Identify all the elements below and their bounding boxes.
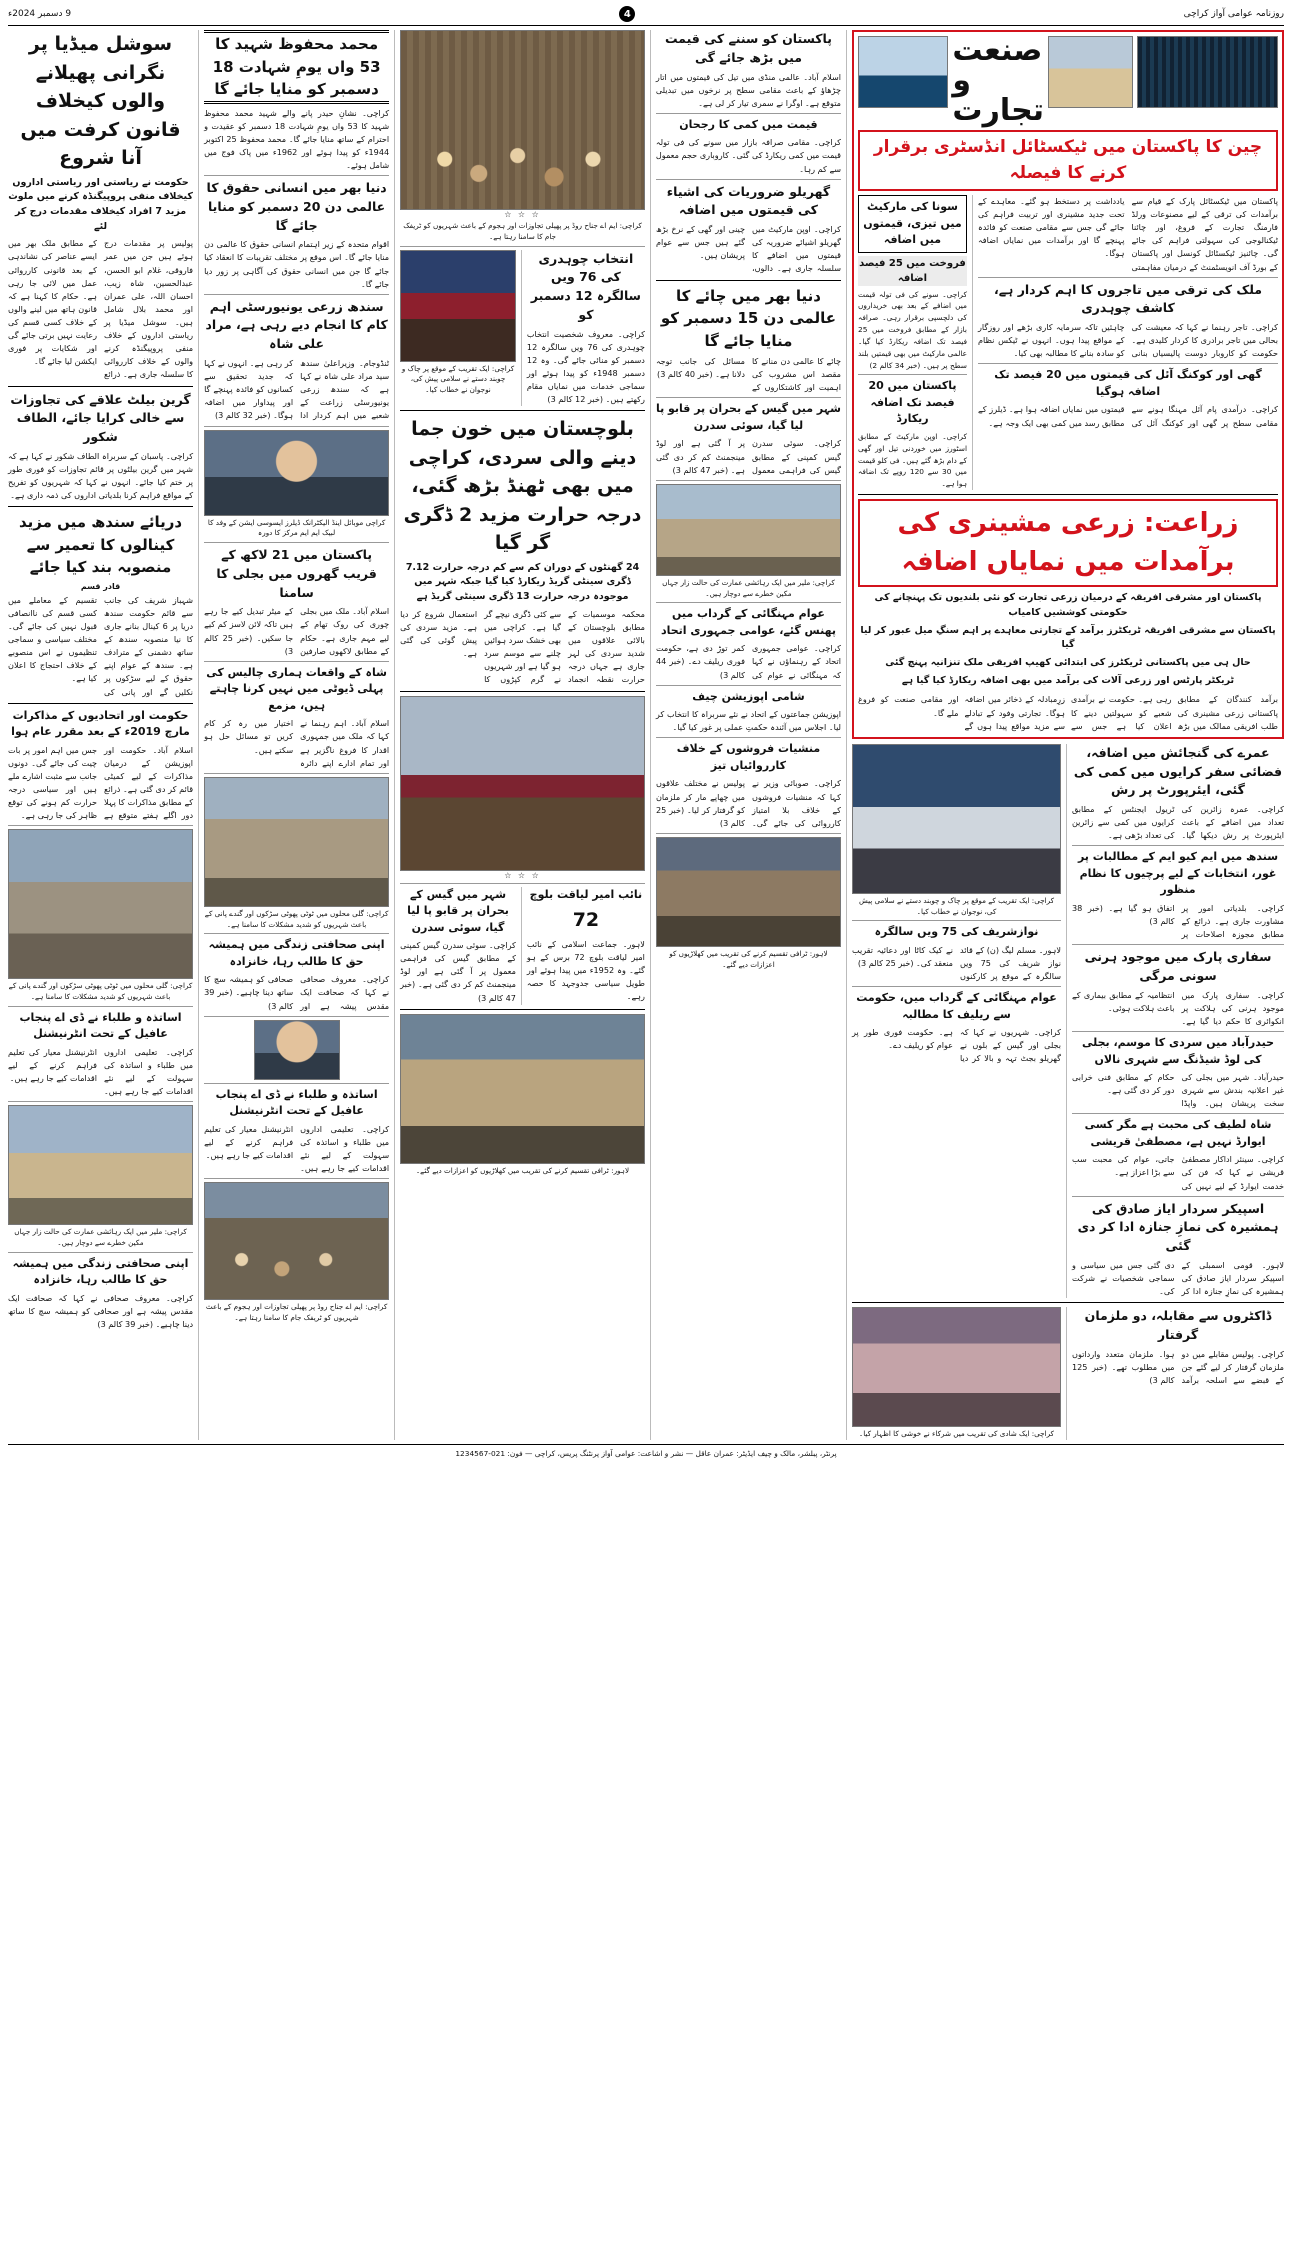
stock-trading-photo (1137, 36, 1278, 108)
speaker-sister-headline: اسپیکر سردار ایاز صادق کی ہمشیرہ کی نمازِ جنازہ ادا کر دی گئی (1077, 1200, 1279, 1254)
shami-headline: شامی اپوزیشن چیف (692, 689, 805, 703)
cold-wave-headline: بلوچستان میں خون جما دینے والی سردی، کراچی میں بھی ٹھنڈ بڑھ گئی، درجہ حرارت مزید 2 ڈگری گر گیا (403, 418, 642, 555)
cold-wave-body: محکمہ موسمیات کے مطابق بلوچستان کے بالائی علاقوں میں شدید سردی کی لہر جاری ہے جہاں درجہ حرارت نقطہ انجماد سے کئی ڈگری نیچے گر گیا ہے۔ کراچی میں بھی خشک سرد ہوائیں چلنے سے موسم سرد ہو گیا ہے اور شہریوں نے گرم کپڑوں کا استعمال شروع کر دیا ہے۔ مزید سردی کی پیش گوئی کی گئی ہے۔ (400, 608, 645, 685)
nawaz-birthday-headline: نوازشریف کی 75 ویں سالگرہ (874, 925, 1039, 939)
journalism-note-body: کراچی۔ معروف صحافی نے کہا کہ صحافت ایک مقدس پیشہ ہے اور صحافی کو ہمیشہ سچ کا ساتھ دینا چاہیے۔ (خبر 39 کالم 3) (7, 1292, 194, 1330)
social-media-law-body: پولیس پر مقدمات درج ہوئے ہیں جن میں عمر فاروقی، غلام ابو الحسن، عبدالحسین، شاہ زیب، احسان اللہ، علی عمران اور محمد بلال شامل ہیں۔ سوشل میڈیا پر ریاستی اداروں کے خلاف منفی پروپیگنڈہ کرنے والوں کے خلاف کارروائی کا سلسلہ جاری ہے۔ ذرائع کے مطابق ملک بھر میں ایسے عناصر کی نشاندہی کے بعد قانونی کارروائی عمل میں لائی جا رہی ہے۔ حکام کا کہنا ہے کہ قانون ہاتھ میں لینے والوں کے خلاف کسی قسم کی رعایت نہیں برتی جائے گی اور شکایات پر فوری ایکشن لیا جائے گا۔ (8, 238, 194, 380)
safari-park-body: کراچی۔ سفاری پارک میں موجود ہرنی کی ہلاکت پر انکوائری کا حکم دیا گیا ہے۔ انتظامیہ کے مطابق بیماری کے باعث ہلاکت ہوئی۔ (1072, 989, 1284, 1026)
oil-price-body: اسلام آباد۔ عالمی منڈی میں تیل کی قیمتوں میں اتار چڑھاؤ کے باعث مقامی سطح پر نرخوں میں تبدیلی متوقع ہے۔ اوگرا نے سمری تیار کر لی ہے۔ (655, 71, 841, 108)
agriculture-big-headline: زراعت: زرعی مشینری کی برآمدات میں نمایاں اضافہ (897, 508, 1239, 578)
trophy-award-photo (400, 1014, 645, 1164)
sindh-agri-univ-headline: سندھ زرعی یونیورسٹی اہم کام کا انجام دیے رہی ہے، مراد علی شاہ (205, 298, 388, 352)
guard-salute-photo (400, 696, 645, 871)
city-building-caption: کراچی: ملیر میں ایک رہائشی عمارت کی حالت زار جہاں مکین خطرے سے دوچار ہیں۔ (14, 1227, 187, 1248)
person-portrait-photo (254, 1020, 340, 1080)
star-divider-2: ☆ ☆ ☆ (504, 870, 541, 880)
street-condition-caption: کراچی: گلی محلوں میں ٹوٹی پھوٹی سڑکوں اور گندے پانی کے باعث شہریوں کو شدید مشکلات کا سامنا ہے۔ (204, 908, 389, 929)
mqm-headline: سندھ میں ایم کیو ایم کے مطالبات پر غور، انتخابات کے لیے پرچیوں کا نظام منظور (1077, 850, 1279, 897)
liaqat-baloch-age: 72 (572, 909, 600, 932)
inflation-headline: عوام مہنگائی کے گرداب میں، حکومت سے ریلیف کا مطالبہ (856, 991, 1057, 1021)
encounter-headline: ڈاکٹروں سے مقابلہ، دو ملزمان گرفتار (1084, 1308, 1272, 1342)
oil-price-headline: پاکستان کو سننے کی قیمت میں بڑھ جائے گی (664, 31, 832, 65)
business-header (858, 33, 1278, 128)
household-prices-body: کراچی۔ اوپن مارکیٹ میں گھریلو اشیائے ضروریہ کی قیمتوں میں اضافے کا سلسلہ جاری ہے۔ دالوں، چینی اور گھی کے نرخ بڑھ گئے ہیں جس سے عوام پریشان ہیں۔ (655, 224, 841, 274)
gold-trend-body: کراچی۔ مقامی صرافہ بازار میں سونے کی فی تولہ قیمت میں کمی ریکارڈ کی گئی۔ کاروباری حجم معمول سے کم رہا۔ (655, 137, 841, 174)
cargo-ship-photo (858, 36, 948, 108)
electricity-households-body: اسلام آباد۔ ملک میں بجلی چوری کی روک تھام کے لیے مہم جاری ہے۔ حکام کے مطابق لاکھوں صارفین کے میٹر تبدیل کیے جا رہے ہیں تاکہ لائن لاسز کم کیے جا سکیں۔ (خبر 25 کالم 3) (204, 606, 390, 656)
mqm-body: کراچی۔ بلدیاتی امور پر مشاورت جاری ہے۔ ذرائع کے مطابق مجوزہ اصلاحات پر اتفاق ہو گیا ہے۔ (خبر 38 کالم 3) (1072, 902, 1284, 940)
business-item2-headline: پاکستان میں 20 فیصد تک اضافہ ریکارڈ (868, 379, 957, 426)
education-reform-headline: اساتذہ و طلباء نے ڈی اے پنجاب عافیل کے تحت انٹرنیشنل (19, 1010, 182, 1041)
human-rights-day-body: اقوام متحدہ کے زیر اہتمام انسانی حقوق کا عالمی دن منایا جائے گا۔ اس موقع پر مختلف تقریبات کا انعقاد کیا جائے گا جن میں انسانی حقوق کی آگاہی پر زور دیا جائے گا۔ (204, 239, 390, 289)
human-rights-day-headline: دنیا بھر میں انسانی حقوق کا عالمی دن 20 دسمبر کو منایا جائے گا (206, 180, 387, 233)
business-item2-body: کراچی۔ اوپن مارکیٹ کے مطابق اسٹورز میں خوردنی تیل اور گھی کے دام بڑھ گئے ہیں۔ فی کلو قیمت میں 30 سے 120 روپے تک اضافہ ہوا ہے۔ (858, 431, 967, 489)
govt-talks-body: اسلام آباد۔ حکومت اور اپوزیشن کے درمیان مذاکرات کے لیے کمیٹی قائم کر دی گئی ہے۔ ذرائع کے مطابق مذاکرات کا پہلا دور اگلے ہفتے متوقع ہے جس میں اہم امور پر بات چیت کی جائے گی۔ دونوں جانب سے مثبت اشارے ملے ہیں اور سیاسی درجہ حرارت کم ہونے کی توقع ظاہر کی جا رہی ہے۔ (8, 744, 194, 821)
gas-crisis-headline: شہر میں گیس کے بحران پر قابو پا لیا گیا، سوئی سدرن (655, 402, 841, 432)
journalist-statement-headline: اپنی صحافتی زندگی میں ہمیشہ حق کا طالب رہا، خانزادہ (208, 938, 385, 968)
gold-sub: فروخت میں 25 فیصد اضافہ (859, 257, 966, 284)
bottom-extras-row (852, 1307, 1284, 1440)
hyderabad-loadshedding-body: حیدرآباد۔ شہر میں بجلی کی غیر اعلانیہ بندش سے شہری سخت پریشان ہیں۔ واپڈا حکام کے مطابق فنی خرابی دور کر دی گئی ہے۔ (1072, 1072, 1284, 1109)
business-upper-row (858, 195, 1278, 490)
agriculture-body: برآمد کنندگان کے مطابق پاکستانی زرعی مشینری کی طلب افریقی ممالک میں بڑھ رہی ہے۔ حکومت نے برآمدی شعبے کو سہولتیں دینے کا اعلان کیا ہے جس سے زرِمبادلہ کے ذخائر میں اضافہ ہوگا۔ تجارتی وفود کے تبادلے سے مزید مواقع پیدا ہوں گے اور مقامی صنعت کو فروغ ملے گا۔ (858, 694, 1278, 731)
gas-crisis-body: کراچی۔ سوئی سدرن گیس کمپنی کے مطابق گیس کی فراہمی معمول پر آ گئی ہے اور لوڈ مینجمنٹ کم کر دی گئی ہے۔ (خبر 47 کالم 3) (655, 438, 841, 475)
govt-talks-headline: حکومت اور اتحادیوں کے مذاکرات مارچ 2019ء کے بعد مقرر عام ہوا (11, 708, 190, 739)
gold-trend-headline: قیمت میں کمی کا رجحان (679, 117, 818, 131)
teachers-students-headline: اساتذہ و طلباء نے ڈی اے پنجاب عافیل کے تحت انٹرنیشنل (215, 1087, 378, 1118)
business-item3-headline: گھی اور کوکنگ آئل کی قیمتوں میں 20 فیصد تک اضافہ ہوگیا (994, 368, 1262, 398)
liaqat-baloch-body: لاہور۔ جماعت اسلامی کے نائب امیر لیاقت بلوچ 72 برس کے ہو گئے۔ وہ 1952ء میں پیدا ہوئے اور طویل سیاسی جدوجہد کا حصہ رہے۔ (526, 938, 645, 1001)
journalist-statement-body: کراچی۔ معروف صحافی نے کہا کہ صحافت ایک مقدس پیشہ ہے اور صحافی کو ہمیشہ سچ کا ساتھ دینا چاہیے۔ (خبر 39 کالم 3) (204, 974, 390, 1011)
mahfooz-shaheed-headline: محمد محفوظ شہید کا 53 واں یومِ شہادت 18 دسمبر کو منایا جائے گا (204, 30, 389, 104)
birthday-76-headline: انتخاب چوہدری کی 76 ویں سالگرہ 12 دسمبر کو (530, 250, 641, 322)
business-lead-headline: چین کا پاکستان میں ٹیکسٹائل انڈسٹری برقرار کرنے کا فیصلہ (873, 137, 1263, 183)
exchange-building-photo (1048, 36, 1133, 108)
wedding-photo-caption: کراچی: ایک شادی کی تقریب میں شرکاء نے خوشی کا اظہار کیا۔ (859, 1429, 1054, 1439)
stage-ceremony-photo (400, 250, 516, 362)
masthead (8, 6, 1284, 26)
masthead-paper-name: روزنامہ عوامی آواز کراچی (1183, 9, 1284, 19)
gold-headline: سونا کی مارکیٹ میں تیزی، قیمتوں میں اضافہ (858, 195, 967, 253)
speaker-sister-body: لاہور۔ قومی اسمبلی کے اسپیکر سردار ایاز صادق کی ہمشیرہ کی نمازِ جنازہ ادا کر دی گئی جس میں سیاسی و سماجی شخصیات نے شرکت کی۔ (1072, 1259, 1284, 1297)
business-item1-headline: ملک کی ترقی میں تاجروں کا اہم کردار ہے، کاشف چوہدری (993, 281, 1263, 316)
indus-canals-body: شہباز شریف کی جانب سے قائم حکومت سندھ دریا پر 6 کینال بنانے جاری کا نیا منصوبہ سندھ کے ساتھ دشمنی کے مترادف ہے۔ سندھ کے عوام اپنے حقوق کے لیے سڑکوں پر نکلیں گے اور پانی کی تقسیم کے معاملے میں کسی قسم کی ناانصافی قبول نہیں کی جائے گی۔ مختلف سیاسی و سماجی تنظیموں نے اس منصوبے کے خلاف احتجاج کا اعلان کیا ہے۔ (8, 594, 194, 697)
inflation-body: کراچی۔ شہریوں نے کہا کہ بجلی اور گیس کے بلوں نے گھریلو بجٹ تہہ و بالا کر دیا ہے۔ حکومت فوری طور پر عوام کو ریلیف دے۔ (852, 1027, 1061, 1064)
public-inflation-body: کراچی۔ عوامی جمہوری اتحاد کے رہنماؤں نے کہا کہ مہنگائی نے عوام کی کمر توڑ دی ہے، حکومت فوری ریلیف دے۔ (خبر 44 کالم 3) (655, 643, 841, 680)
shah-latif-body: کراچی۔ سینئر اداکار مصطفیٰ قریشی نے کہا کہ فن کی خدمت ایوارڈ کے لیے نہیں کی جاتی، عوام کی محبت سب سے بڑا اعزاز ہے۔ (1072, 1154, 1284, 1191)
page-columns (8, 30, 1284, 1440)
jinnah-road-crowd-photo (400, 30, 645, 210)
journalism-note-headline: اپنی صحافتی زندگی میں ہمیشہ حق کا طالب رہا، خانزادہ (12, 1256, 189, 1287)
household-prices-headline: گھریلو ضروریات کی اشیاء کی قیمتوں میں اضافہ (666, 183, 831, 218)
liaqat-baloch-headline: نائب امیر لیاقت بلوچ (529, 887, 643, 901)
masthead-left-text (1184, 9, 1284, 19)
street-condition-photo (204, 777, 389, 907)
tea-day-headline: دنیا بھر میں چائے کا عالمی دن 15 دسمبر کو منایا جائے گا (660, 286, 837, 350)
public-inflation-headline: عوام مہنگائی کے گرداب میں پھنس گئے، عوامی جمہوری اتحاد (660, 607, 836, 637)
conference-photo-caption: کراچی: ایک تقریب کے موقع پر چاک و چوبند دستے نے سلامی پیش کی، نوجوان نے خطاب کیا۔ (858, 895, 1055, 916)
indus-canals-byline: قادر قسم (80, 581, 121, 591)
umrah-headline: عمرے کی گنجائش میں اضافہ، فضائی سفر کرایوں میں کمی کی گئی، ایئرپورٹ پر رش (1073, 744, 1283, 798)
center-two-up (400, 250, 645, 407)
democracy-statement-headline: شاہ کے واقعات ہماری چالیس کی پہلی ڈیوٹی میں نہیں کرنا چاہتے ہیں، مزمع (206, 665, 387, 712)
page-number-badge: 4 (619, 6, 635, 22)
democracy-statement-body: اسلام آباد۔ اہم رہنما نے کہا کہ ملک میں جمہوری اقدار کا فروغ ناگزیر ہے اور تمام ادارے اپنے دائرہ اختیار میں رہ کر کام کریں تو مسائل حل ہو سکتے ہیں۔ (204, 718, 390, 768)
broken-road-photo (8, 829, 193, 979)
birthday-76-body: کراچی۔ معروف شخصیت انتخاب چوہدری کی 76 ویں سالگرہ 12 دسمبر کو منائی جائے گی۔ وہ 12 دسمبر 1948ء کو پیدا ہوئے اور سماجی خدمات میں نمایاں مقام رکھتے ہیں۔ (خبر 12 کالم 3) (526, 328, 645, 405)
agriculture-point-4: ٹریکٹر پارٹس اور زرعی آلات کی برآمد میں بھی اضافہ ریکارڈ کیا گیا ہے (901, 674, 1235, 686)
drug-raid-headline: منشیات فروشوں کے خلاف کارروائیاں تیز (676, 742, 821, 772)
social-media-law-headline: سوشل میڈیا پر نگرانی پھیلانے والوں کیخلاف قانون کرفت میں آنا شروع (20, 33, 181, 169)
teachers-students-body: کراچی۔ تعلیمی اداروں میں طلباء و اساتذہ کی سہولت کے لیے نئے اقدامات کیے جا رہے ہیں۔ انٹرنیشنل معیار کی تعلیم فراہم کرنے کے لیے اقدامات کیے جا رہے ہیں۔ (204, 1123, 390, 1173)
umrah-body: کراچی۔ عمرہ زائرین کی تعداد میں اضافے کے باعث ایئرپورٹ پر رش دیکھا گیا۔ ٹریول ایجنٹس کے مطابق کرایوں میں کمی سے زائرین کی تعداد بڑھی ہے۔ (1072, 804, 1284, 841)
indus-canals-headline: دریائے سندھ میں مزید کینالوں کا تعمیر سے منصوبہ بند کیا جائے (18, 513, 183, 577)
business-lead-body: پاکستان میں ٹیکسٹائل پارک کے قیام سے برآمدات کی ترقی کے لیے مصنوعات ورلڈ فارمنگ تجارت کے فروغ، اور چائنا ٹیکنالوجی کی سہولتی فراہم کی جائے گی۔ چائنیز ٹیکسٹائل کونسل اور پاکستان کے بورڈ آف انویسٹمنٹ کے درمیان مفاہمتی یادداشت پر دستخط ہو گئے۔ معاہدے کے تحت جدید مشینری اور تربیت فراہم کی جائے گی جس سے مقامی صنعت کو فائدہ پہنچے گا اور برآمدات میں نمایاں اضافہ ہوگا۔ (978, 196, 1278, 272)
jinnah-road-caption: کراچی: ایم اے جناح روڈ پر پھیلی تجاوزات اور ہجوم کے باعث شہریوں کو ٹریفک جام کا سامنا رہتا ہے۔ (403, 221, 642, 241)
green-belt-body: کراچی۔ پاسبان کے سربراہ الطاف شکور نے کہا ہے کہ شہر میں گرین بیلٹوں پر قائم تجاوزات کو فوری طور پر ختم کیا جائے۔ انہوں نے کہا کہ شہریوں کو تفریح کے مواقع فراہم کرنا بلدیاتی اداروں کی ذمہ داری ہے۔ (7, 450, 194, 501)
gas-supply-headline: شہر میں گیس کے بحران پر قابو پا لیا گیا، سوئی سدرن (407, 887, 509, 934)
social-media-law-sub: حکومت نے ریاستی اور ریاستی اداروں کیخلاف منفی پروپیگنڈہ کرنے میں ملوث مزید 7 افراد کیخلاف مقدمات درج کر لئے (8, 176, 193, 232)
business-lead-band (858, 130, 1278, 191)
residential-building-caption: کراچی: ملیر میں ایک رہائشی عمارت کی حالت زار جہاں مکین خطرے سے دوچار ہیں۔ (662, 577, 835, 598)
electricity-households-headline: پاکستان میں 21 لاکھ کے قریب گھروں میں بجلی کا سامنا (216, 547, 377, 600)
business-item1-body: کراچی۔ تاجر رہنما نے کہا کہ معیشت کی بحالی میں تاجر برادری کا کردار کلیدی ہے۔ حکومت کو کاروبار دوست پالیسیاں بنانی چاہئیں تاکہ سرمایہ کاری بڑھے اور روزگار کے مواقع پیدا ہوں۔ انہوں نے ٹیکس نظام کو سادہ بنانے کا مطالبہ بھی کیا۔ (978, 322, 1278, 359)
center-column (400, 30, 645, 1440)
wedding-ceremony-photo (852, 1307, 1061, 1427)
drug-raid-body: کراچی۔ صوبائی وزیر نے کہا کہ منشیات فروشوں کے خلاف بلا امتیاز کارروائی کی جائے گی۔ پولیس نے مختلف علاقوں میں چھاپے مار کر ملزمان کو گرفتار کر لیا۔ (خبر 25 کالم 3) (655, 778, 841, 828)
business-item3-body: کراچی۔ درآمدی پام آئل مہنگا ہونے سے مقامی سطح پر گھی اور کوکنگ آئل کی قیمتوں میں نمایاں اضافہ ہوا ہے۔ ڈیلرز کے مطابق رسد میں کمی بھی ایک وجہ ہے۔ (978, 404, 1278, 428)
city-building-photo (8, 1105, 193, 1225)
stage-ceremony-caption: کراچی: ایک تقریب کے موقع پر چاک و چوبند دستے نے سلامی پیش کی، نوجوان نے خطاب کیا۔ (401, 363, 515, 395)
agriculture-point-3: حال ہی میں پاکستانی ٹریکٹرز کی ابتدائی کھیپ افریقی ملک تنزانیہ پہنچ گئی (885, 657, 1251, 668)
trophy-award-caption: لاہور: ٹرافی تقسیم کرنے کی تقریب میں کھلاڑیوں کو اعزازات دیے گئے۔ (415, 1165, 630, 1175)
second-column (204, 30, 389, 1440)
gathering-photo (204, 1182, 389, 1300)
business-column (852, 30, 1284, 1440)
extras-row (852, 744, 1284, 1298)
page-footer: پرنٹر، پبلشر، مالک و چیف ایڈیٹر: عمران عاقل — نشر و اشاعت: عوامی آواز پرنٹنگ پریس، کراچی — فون: 021-1234567 (8, 1444, 1284, 1460)
cold-wave-sub: 24 گھنٹوں کے دوران کم سے کم درجہ حرارت 7.12 ڈگری سینٹی گریڈ ریکارڈ کیا گیا جبکہ شہر میں موجودہ درجہ حرارت 13 ڈگری سینٹی گریڈ ہے (405, 561, 640, 603)
first-column (8, 30, 193, 1440)
dealer-association-photo (204, 430, 389, 516)
residential-building-photo (656, 484, 841, 576)
center-lower-two-up (400, 887, 645, 1005)
gathering-caption: کراچی: ایم اے جناح روڈ پر پھیلی تجاوزات اور ہجوم کے باعث شہریوں کو ٹریفک جام کا سامنا رہتا ہے۔ (205, 1302, 388, 1322)
agriculture-point-2: پاکستان سے مشرقی افریقہ ٹریکٹرز برآمد کے تجارتی معاہدے پر اہم سنگِ میل عبور کر لیا گیا (860, 624, 1276, 651)
green-belt-headline: گرین بیلٹ علاقے کی تجاوزات سے خالی کرایا جائے، الطاف شکور (10, 391, 191, 445)
gold-body: کراچی۔ سونے کی فی تولہ قیمت میں اضافے کے بعد بھی خریداروں کی دلچسپی برقرار رہی۔ صرافہ بازار کے مطابق فروخت میں 25 فیصد تک اضافہ ریکارڈ کیا گیا۔ عالمی مارکیٹ میں بھی قیمتیں بلند سطح پر ہیں۔ (خبر 34 کالم 2) (858, 289, 967, 370)
agriculture-band (858, 499, 1278, 587)
sindh-agri-univ-body: ٹنڈوجام۔ وزیراعلیٰ سندھ سید مراد علی شاہ نے کہا ہے کہ سندھ زرعی یونیورسٹی زراعت کے شعبے میں اہم کردار ادا کر رہی ہے۔ انہوں نے کہا کہ جدید تحقیق سے کسانوں کو فائدہ پہنچے گا اور پیداوار میں اضافہ ہوگا۔ (خبر 32 کالم 3) (204, 357, 390, 421)
group-photo-caption: لاہور: ٹرافی تقسیم کرنے کی تقریب میں کھلاڑیوں کو اعزازات دیے گئے۔ (669, 948, 828, 969)
group-photo (656, 837, 841, 947)
education-reform-body: کراچی۔ تعلیمی اداروں میں طلباء و اساتذہ کی سہولت کے لیے نئے اقدامات کیے جا رہے ہیں۔ انٹرنیشنل معیار کی تعلیم فراہم کرنے کے لیے اقدامات کیے جا رہے ہیں۔ (8, 1046, 194, 1097)
encounter-body: کراچی۔ پولیس مقابلے میں دو ملزمان گرفتار کر لیے گئے جن کے قبضے سے اسلحہ برآمد ہوا۔ ملزمان متعدد وارداتوں میں مطلوب تھے۔ (خبر 125 کالم 3) (1072, 1348, 1284, 1385)
business-section-title: صنعت و تجارت (952, 33, 1044, 128)
broken-road-caption: کراچی: گلی محلوں میں ٹوٹی پھوٹی سڑکوں اور گندے پانی کے باعث شہریوں کو شدید مشکلات کا سامنا ہے۔ (8, 981, 193, 1002)
shah-latif-headline: شاہ لطیف کی محبت ہے مگر کسی ایوارڈ نہیں ہے، مصطفیٰ قریشی (1084, 1118, 1272, 1148)
shami-body: اپوزیشن جماعتوں کے اتحاد نے نئے سربراہ کا انتخاب کر لیا۔ اجلاس میں آئندہ حکمتِ عملی پر غور کیا گیا۔ (655, 709, 841, 733)
agriculture-point-1: پاکستان اور مشرقی افریقہ کے درمیان زرعی تجارت کو نئی بلندیوں تک پہنچانے کی حکومتی کوششیں کامیاب (874, 592, 1262, 618)
business-section (852, 30, 1284, 739)
tea-day-body: چائے کا عالمی دن منانے کا مقصد اس مشروب کی اہمیت اور کاشتکاروں کے مسائل کی جانب توجہ دلانا ہے۔ (خبر 40 کالم 3) (655, 356, 841, 393)
hyderabad-loadshedding-headline: حیدرآباد میں سردی کا موسم، بجلی کی لوڈ شیڈنگ سے شہری نالاں (1081, 1036, 1275, 1066)
star-divider-1: ☆ ☆ ☆ (504, 210, 541, 219)
safari-park-headline: سفاری پارک میں موجود ہرنی سونی مرگی (1084, 949, 1272, 983)
masthead-date: 9 دسمبر 2024ء (8, 9, 72, 19)
gas-supply-body: کراچی۔ سوئی سدرن گیس کمپنی کے مطابق گیس کی فراہمی معمول پر آ گئی ہے اور لوڈ مینجمنٹ کم کر دی گئی ہے۔ (خبر 47 کالم 3) (400, 940, 516, 1003)
market-column (656, 30, 841, 1440)
dealer-association-caption: کراچی موبائل اینڈ الیکٹرانک ڈیلرز ایسوسی ایشن کے وفد کا لبیک ایم ایم مرکز کا دورہ (207, 517, 386, 538)
nawaz-birthday-body: لاہور۔ مسلم لیگ (ن) کے قائد نواز شریف کی 75 ویں سالگرہ کے موقع پر کارکنوں نے کیک کاٹا اور دعائیہ تقریب منعقد کی۔ (خبر 25 کالم 3) (852, 944, 1061, 982)
conference-photo (852, 744, 1061, 894)
mahfooz-shaheed-body: کراچی۔ نشانِ حیدر پانے والے شہید محمد محفوظ شہید کا 53 واں یومِ شہادت 18 دسمبر کو عقیدت و احترام کے ساتھ منایا جائے گا۔ محمد محفوظ 25 اکتوبر 1944ء کو پیدا ہوئے اور 1962ء میں پاک فوج میں شامل ہوئے۔ (204, 107, 390, 170)
